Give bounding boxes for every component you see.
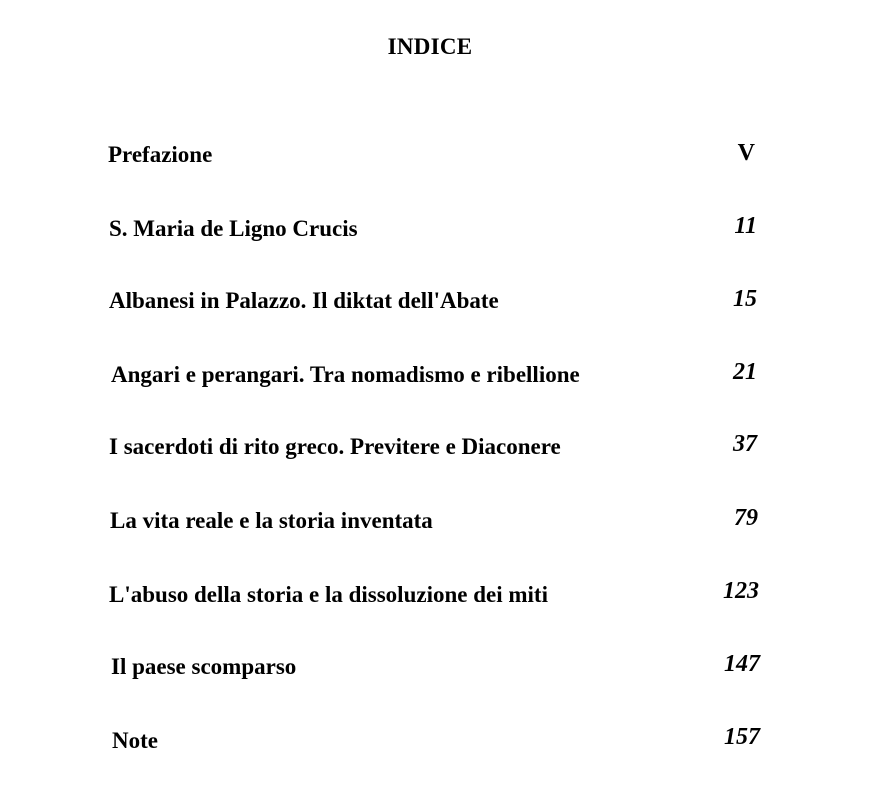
toc-entry-page: 79 — [734, 505, 758, 531]
toc-entry-page: 21 — [733, 359, 757, 385]
toc-entry-label: La vita reale e la storia inventata — [110, 508, 433, 533]
toc-entry-label: L'abuso della storia e la dissoluzione dei miti — [109, 582, 548, 607]
toc-entry-label: Albanesi in Palazzo. Il diktat dell'Abate — [109, 288, 499, 313]
toc-entry-page: 157 — [724, 724, 760, 750]
toc-entry-label: Il paese scomparso — [111, 654, 297, 679]
toc-entry-page: V — [737, 140, 755, 166]
toc-entry-label: Prefazione — [108, 142, 213, 167]
toc-entry-page: 15 — [733, 286, 757, 312]
toc-entry-page: 123 — [723, 578, 759, 604]
index-title: INDICE — [387, 34, 473, 59]
toc-entry-label: Angari e perangari. Tra nomadismo e ribellione — [111, 362, 580, 387]
toc-entry-page: 11 — [734, 213, 757, 239]
toc-entry-label: S. Maria de Ligno Crucis — [109, 216, 358, 241]
toc-entry-label: Note — [112, 728, 158, 753]
toc-entry-label: I sacerdoti di rito greco. Previtere e Diaconere — [109, 434, 561, 459]
toc-entry-page: 37 — [733, 431, 757, 457]
toc-entry-page: 147 — [724, 651, 760, 677]
